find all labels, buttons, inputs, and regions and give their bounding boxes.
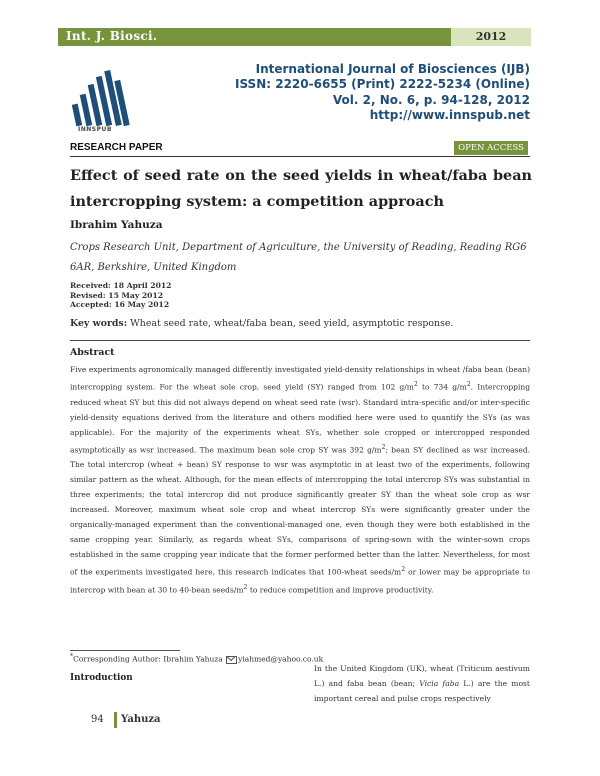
corresponding-author-footnote: [70, 653, 323, 664]
journal-name: International Journal of Biosciences (IJB): [255, 62, 530, 76]
footer-divider: [114, 712, 117, 728]
open-access-badge: OPEN ACCESS: [454, 141, 528, 155]
author-affiliation: Crops Research Unit, Department of Agriculture, the University of Reading, Reading RG6 6AR, Berkshire, United Kingdom: [70, 242, 527, 273]
footer-author: Yahuza: [121, 714, 161, 725]
abstract-text: ; bean SY declined as wsr increased. The total intercrop (wheat + bean) SY response to wsr was asymptotic in at least two of the experiments, following similar pattern as the wheat. Although, for the mean effects of intercropping the total intercrop SYs was substantial in three experiments; the total intercrop did not produce significantly greater SY than the wheat sole crop as wsr increased. Moreover, maximum wheat sole crop and wheat intercrop SYs were significantly greater under the organically-managed experiment than the conventional-managed one, even though they were both established in the same cropping year. Similarly, as regards wheat SYs, comparisons of spring-sown with the winter-sown crops established in the same cropping year indicate that the former performed better than the latter. Nevertheless, for most of the experiments investigated here, this research indicates that 100-wheat seeds/m: [70, 445, 531, 577]
date-accepted: Accepted: 16 May 2012: [70, 300, 170, 310]
abstract-superscript: 2: [413, 381, 418, 388]
intro-text: L.) are the most important cereal and pulse crops respectively: [314, 679, 530, 703]
journal-issn: ISSN: 2220-6655 (Print) 2222-5234 (Online): [234, 77, 530, 92]
envelope-icon: [226, 656, 237, 664]
intro-species: Vicia faba: [419, 679, 460, 688]
abstract-text: . Intercropping reduced wheat SY but this did not always depend on wheat seed rate (wsr). Standard intra-specific and/or inter-specific yield-density equations derived from the literature and others modified here were used to quantify the SYs (as was applicable). For the majority of the experiments wheat SYs, whether sole cropped or intercropped responded asymptotically as wsr increased. The maximum bean sole crop SY was 392 g/m: [70, 382, 530, 454]
article-dates: [70, 281, 171, 310]
introduction-heading: Introduction: [70, 673, 133, 683]
journal-url[interactable]: http://www.innspub.net: [369, 107, 530, 122]
year-badge: 2012: [451, 28, 531, 46]
abstract-text: to reduce competition and improve productivity.: [247, 585, 434, 594]
abstract-text: or lower may be appropriate to intercrop with bean at 30 to 40-bean seeds/m: [70, 567, 531, 594]
page-number: 94: [91, 714, 104, 725]
journal-info: [235, 62, 530, 123]
journal-header-bar: [58, 28, 531, 46]
article-type: RESEARCH PAPER: [70, 142, 163, 153]
footnote-marker: *: [70, 653, 74, 660]
keywords-text: Wheat seed rate, wheat/faba bean, seed yield, asymptotic response.: [130, 318, 454, 329]
article-type-bar: [70, 140, 530, 157]
keywords: [70, 318, 453, 329]
abstract-body: [70, 362, 530, 597]
abstract-superscript: 2: [381, 443, 386, 451]
footnote-email[interactable]: yiahmed@yahoo.co.uk: [238, 654, 324, 664]
abstract-text: to 734 g/m: [417, 382, 467, 392]
abstract-text: Five experiments agronomically managed differently investigated yield-density relationships in wheat /faba bean (bean) intercropping system. For the wheat sole crop, seed yield (SY) ranged from 102 g/m: [70, 365, 530, 392]
abstract-heading: Abstract: [70, 347, 115, 358]
footnote-divider: [70, 650, 180, 651]
introduction-body: [314, 661, 530, 706]
abstract-superscript: 2: [466, 381, 471, 388]
journal-short-name: Int. J. Biosci.: [66, 29, 158, 43]
date-revised: Revised: 15 May 2012: [70, 290, 164, 300]
footnote-text: Corresponding Author: Ibrahim Yahuza: [73, 654, 226, 664]
abstract-superscript: 2: [401, 566, 406, 573]
date-received: Received: 18 April 2012: [70, 281, 172, 290]
keywords-label: Key words:: [70, 318, 128, 329]
abstract-divider: [70, 340, 530, 341]
publisher-logo-text: INNSPUB: [78, 126, 112, 133]
article-author: Ibrahim Yahuza: [70, 219, 163, 231]
journal-volume: Vol. 2, No. 6, p. 94-128, 2012: [332, 92, 530, 107]
article-title: Effect of seed rate on the seed yields in wheat/faba bean intercropping system: a competition approach: [70, 167, 532, 210]
intro-text: In the United Kingdom (UK), wheat (Triticum aestivum L.) and faba bean (bean;: [314, 664, 530, 688]
abstract-superscript: 2: [243, 583, 248, 591]
